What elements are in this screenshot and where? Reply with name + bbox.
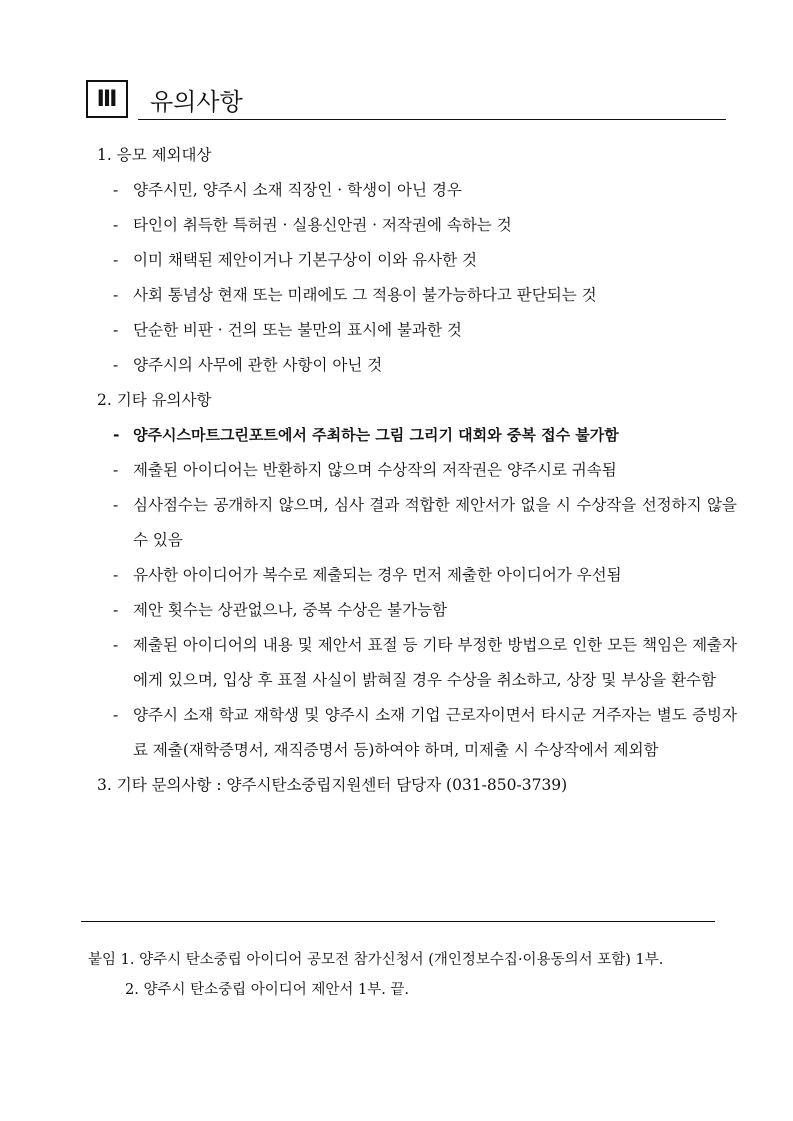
section-title: 유의사항 (150, 88, 243, 116)
footer-divider (81, 921, 715, 922)
note-item: - 제안 횟수는 상관없으나, 중복 수상은 불가능함 (97, 593, 737, 628)
dash-bullet: - (113, 706, 119, 724)
section-number: Ⅲ (96, 86, 118, 112)
notice-content (97, 138, 737, 803)
exclusion-item: - 단순한 비판 · 건의 또는 불만의 표시에 불과한 것 (97, 313, 737, 348)
dash-bullet: - (113, 321, 119, 339)
contact-info: 3. 기타 문의사항 : 양주시탄소중립지원센터 담당자 (031-850-3739) (97, 776, 568, 794)
dash-bullet: - (113, 496, 119, 514)
dash-bullet: - (113, 356, 119, 374)
exclusion-item: - 타인이 취득한 특허권 · 실용신안권 · 저작권에 속하는 것 (97, 208, 737, 243)
dash-bullet: - (113, 566, 119, 584)
dash-bullet: - (113, 216, 119, 234)
dash-bullet: - (113, 181, 119, 199)
note-item-duplicate: - 양주시스마트그린포트에서 주최하는 그림 그리기 대회와 중복 접수 불가함 (97, 418, 737, 453)
section-header (86, 80, 726, 120)
note-item: - 양주시 소재 학교 재학생 및 양주시 소재 기업 근로자이면서 타시군 거주자는 별도 증빙자료 제출(재학증명서, 재직증명서 등)하여야 하며, 미제출 시 수상작에서 제외함 (97, 698, 737, 768)
attachments (88, 945, 748, 1005)
exclusion-item: - 사회 통념상 현재 또는 미래에도 그 적용이 불가능하다고 판단되는 것 (97, 278, 737, 313)
exclusion-item: - 양주시의 사무에 관한 사항이 아닌 것 (97, 348, 737, 383)
dash-bullet: - (113, 251, 119, 269)
section-title-underline (138, 119, 726, 120)
attachment-line-2: 2. 양주시 탄소중립 아이디어 제안서 1부. 끝. (125, 982, 410, 998)
dash-bullet: - (113, 636, 119, 654)
note-item: - 유사한 아이디어가 복수로 제출되는 경우 먼저 제출한 아이디어가 우선됨 (97, 558, 737, 593)
notes-heading: 2. 기타 유의사항 (97, 391, 212, 409)
dash-bullet: - (113, 601, 119, 619)
dash-bullet: - (113, 461, 119, 479)
exclusion-item: - 이미 채택된 제안이거나 기본구상이 이와 유사한 것 (97, 243, 737, 278)
note-item: - 제출된 아이디어는 반환하지 않으며 수상작의 저작권은 양주시로 귀속됨 (97, 453, 737, 488)
exclusion-item: - 양주시민, 양주시 소재 직장인 · 학생이 아닌 경우 (97, 173, 737, 208)
dash-bullet: - (113, 286, 119, 304)
note-item: - 심사점수는 공개하지 않으며, 심사 결과 적합한 제안서가 없을 시 수상작을 선정하지 않을 수 있음 (97, 488, 737, 558)
exclusions-heading: 1. 응모 제외대상 (97, 146, 212, 164)
attachment-line-1: 붙임 1. 양주시 탄소중립 아이디어 공모전 참가신청서 (개인정보수집·이용동의서 포함) 1부. (88, 952, 664, 968)
section-number-box (86, 80, 128, 118)
dash-bullet: - (113, 426, 120, 444)
note-item: - 제출된 아이디어의 내용 및 제안서 표절 등 기타 부정한 방법으로 인한 모든 책임은 제출자에게 있으며, 입상 후 표절 사실이 밝혀질 경우 수상을 취소하고, 상장 및 부상을 환수함 (97, 628, 737, 698)
